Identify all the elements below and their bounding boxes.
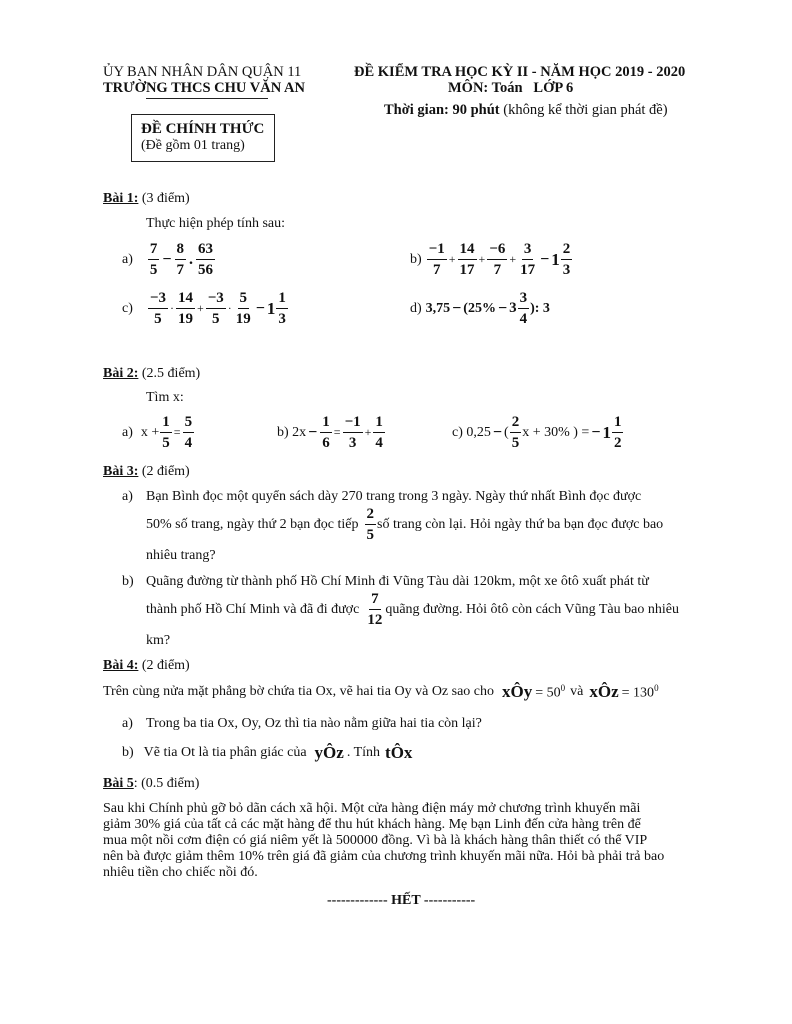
bai3-b-label: b) <box>122 574 134 589</box>
bai3-heading <box>103 464 190 480</box>
bai2-a-x: x + <box>140 424 160 440</box>
fraction: $\frac{7}{5}$ <box>149 241 158 278</box>
bai5-heading <box>103 776 199 792</box>
fraction: $\frac{1}{6}$ <box>322 414 330 451</box>
fraction: $\frac{2}{5}$ <box>366 506 374 543</box>
bai5-line3: mua một nồi cơm điện có giá niêm yết là 500000 đồng. Vì bà là khách hàng thân thiết có thể VIP <box>103 833 648 848</box>
grade-label: LỚP 6 <box>533 80 574 96</box>
fraction: $\frac{3}{4}$ <box>519 290 528 327</box>
bai1-a-label: a) <box>122 251 133 267</box>
bai1-a: a) $\frac{7}{5}$ − $\frac{8}{7}$ . $\frac{63}{56}$ <box>122 241 214 278</box>
angle-yoz: yÔz <box>314 743 344 762</box>
bai1-heading <box>103 191 190 207</box>
fraction: $\frac{5}{19}$ <box>235 290 251 327</box>
bai3-points: (2 điểm) <box>141 464 190 479</box>
fraction: $\frac{-1}{3}$ <box>344 414 361 451</box>
bai2-heading <box>103 366 200 382</box>
bai3-a-line1: Bạn Bình đọc một quyển sách dày 270 trang trong 3 ngày. Ngày thứ nhất Bình đọc được <box>146 489 642 504</box>
angle-xoy-value <box>535 683 565 702</box>
bai1-b-label: b) <box>410 251 422 267</box>
bai5-points: (0.5 điểm) <box>141 776 200 791</box>
bai2-c-paren: ( <box>504 424 509 440</box>
fraction: $\frac{2}{3}$ <box>562 241 571 278</box>
bai2-c-label: c) 0,25 <box>452 424 491 440</box>
fraction: $\frac{1}{3}$ <box>278 290 286 327</box>
fraction: $\frac{-1}{7}$ <box>428 241 445 278</box>
angle-xoy-number: = 50 <box>535 685 561 701</box>
bai4-a-text: Trong ba tia Ox, Oy, Oz thì tia nào nằm giữa hai tia còn lại? <box>146 716 482 731</box>
bai3-b-line2-pre: thành phố Hồ Chí Minh và đã đi được <box>146 601 360 617</box>
bai1-d: d) 3,75 − (25% − 3 $\frac{3}{4}$ ): 3 <box>410 290 550 327</box>
bai1-d-tail: ): 3 <box>530 300 550 316</box>
bai2-instruction: Tìm x: <box>146 390 184 405</box>
fraction: $\frac{7}{12}$ <box>367 591 383 628</box>
bai5-line4: nên bà được giảm thêm 10% trên giá đã giảm của chương trình khuyến mãi nữa. Hỏi bà phải trả bao <box>103 849 665 864</box>
angle-xoz-number: = 130 <box>621 685 655 701</box>
bai4-intro <box>103 682 659 702</box>
bai1-d-num: 3,75 <box>425 300 451 316</box>
bai2-b: b) 2x − $\frac{1}{6}$ = $\frac{-1}{3}$ + $\frac{1}{4}$ <box>277 414 383 451</box>
bai3-a-line2 <box>146 505 663 544</box>
bai3-b-line2 <box>146 590 679 629</box>
bai3-a-line2-post: số trang còn lại. Hỏi ngày thứ ba bạn đọc được bao <box>377 516 664 532</box>
bai5-line2: giảm 30% giá của tất cả các mặt hàng để thu hút khách hàng. Mẹ bạn Linh đến cửa hàng trên để <box>103 817 641 832</box>
school-underline <box>146 98 268 99</box>
bai2-a-label: a) <box>122 424 133 440</box>
bai2-b-label: b) 2x <box>277 424 307 440</box>
end-marker: ------------- HẾT ----------- <box>327 893 476 908</box>
fraction: $\frac{8}{7}$ <box>176 241 185 278</box>
fraction: $\frac{3}{17}$ <box>520 241 536 278</box>
bai5-line5: nhiêu tiền cho chiếc nồi đó. <box>103 865 258 880</box>
bai3-title: Bài 3: <box>103 464 139 479</box>
bai1-d-label: d) <box>410 300 422 316</box>
bai4-points: (2 điểm) <box>141 658 190 673</box>
bai4-title: Bài 4: <box>103 658 139 673</box>
bai1-d-whole: 3 <box>509 300 517 316</box>
subject-label: MÔN: Toán <box>448 80 523 96</box>
fraction: $\frac{14}{19}$ <box>177 290 193 327</box>
bai3-b-line2-post: quãng đường. Hỏi ôtô còn cách Vũng Tàu bao nhiêu <box>385 601 679 617</box>
and-word: và <box>570 684 584 699</box>
bai5-line1: Sau khi Chính phủ gỡ bỏ dãn cách xã hội. Một cửa hàng điện máy mở chương trình khuyến mãi <box>103 801 641 816</box>
fraction: $\frac{2}{5}$ <box>511 414 520 451</box>
fraction: $\frac{14}{17}$ <box>459 241 475 278</box>
exam-title: ĐỀ KIỂM TRA HỌC KỲ II - NĂM HỌC 2019 - 2020 <box>354 64 686 80</box>
degree-mark: 0 <box>560 682 566 693</box>
bai2-c-x: x + 30% ) = <box>522 424 590 440</box>
fraction: $\frac{1}{4}$ <box>375 414 383 451</box>
bai4-b <box>122 743 412 763</box>
bai3-a-line2-pre: 50% số trang, ngày thứ 2 bạn đọc tiếp <box>146 516 359 532</box>
bai1-points: (3 điểm) <box>141 191 190 206</box>
bai2-title: Bài 2: <box>103 366 139 381</box>
bai2-points: (2.5 điểm) <box>141 366 201 381</box>
bai4-intro-text: Trên cùng nửa mặt phẳng bờ chứa tia Ox, vẽ hai tia Oy và Oz sao cho <box>103 684 495 699</box>
degree-mark: 0 <box>654 682 659 693</box>
time-note: (không kể thời gian phát đề) <box>503 102 668 118</box>
time-label: Thời gian: 90 phút <box>384 102 500 118</box>
bai5-title: Bài 5 <box>103 776 134 791</box>
bai2-a: a) x + $\frac{1}{5}$ = $\frac{5}{4}$ <box>122 414 193 451</box>
angle-xoz: xÔz <box>589 682 619 701</box>
official-subtitle: (Đề gồm 01 trang) <box>141 138 245 153</box>
bai1-instruction: Thực hiện phép tính sau: <box>146 216 286 231</box>
angle-xoz-value <box>622 683 659 702</box>
bai4-b-text2: . Tính <box>346 745 381 760</box>
bai1-c: c) $\frac{-3}{5}$ · $\frac{14}{19}$ + $\frac{-3}{5}$ · $\frac{5}{19}$ − 1 $\frac{1}{3}$ <box>122 290 286 327</box>
bai1-d-paren: (25% <box>463 300 496 316</box>
bai5-colon: : <box>133 776 138 791</box>
fraction: $\frac{-3}{5}$ <box>149 290 166 327</box>
fraction: $\frac{5}{4}$ <box>184 414 193 451</box>
fraction: $\frac{-6}{7}$ <box>489 241 506 278</box>
bai3-a-line3: nhiêu trang? <box>146 548 216 563</box>
bai4-b-text: Vẽ tia Ot là tia phân giác của <box>143 745 307 760</box>
bai1-b: b) $\frac{-1}{7}$ + $\frac{14}{17}$ + $\frac{-6}{7}$ + $\frac{3}{17}$ − 1 $\frac{2}{3}$ <box>410 241 571 278</box>
bai3-b-line1: Quãng đường từ thành phố Hồ Chí Minh đi Vũng Tàu dài 120km, một xe ôtô xuất phát từ <box>146 574 649 589</box>
fraction: $\frac{63}{56}$ <box>198 241 214 278</box>
district-committee-name: ỦY BAN NHÂN DÂN QUẬN 11 <box>103 64 302 80</box>
school-name: TRƯỜNG THCS CHU VĂN AN <box>103 80 305 96</box>
bai1-title: Bài 1: <box>103 191 139 206</box>
bai3-a-label: a) <box>122 489 133 504</box>
bai4-a-label: a) <box>122 716 133 731</box>
angle-xoy: xÔy <box>502 682 533 701</box>
bai2-c: c) 0,25 − ( $\frac{2}{5}$ x + 30% ) = − 1 $\frac{1}{2}$ <box>452 414 622 451</box>
fraction: $\frac{1}{2}$ <box>613 414 622 451</box>
official-title: ĐỀ CHÍNH THỨC <box>141 121 265 137</box>
bai4-b-label: b) <box>122 745 134 760</box>
fraction: $\frac{1}{5}$ <box>162 414 170 451</box>
bai1-c-label: c) <box>122 300 133 316</box>
bai4-heading <box>103 658 190 674</box>
bai3-b-line3: km? <box>146 633 171 648</box>
angle-tox: tÔx <box>385 743 413 762</box>
subject-grade <box>448 80 573 96</box>
time-line <box>384 102 668 118</box>
fraction: $\frac{-3}{5}$ <box>207 290 224 327</box>
